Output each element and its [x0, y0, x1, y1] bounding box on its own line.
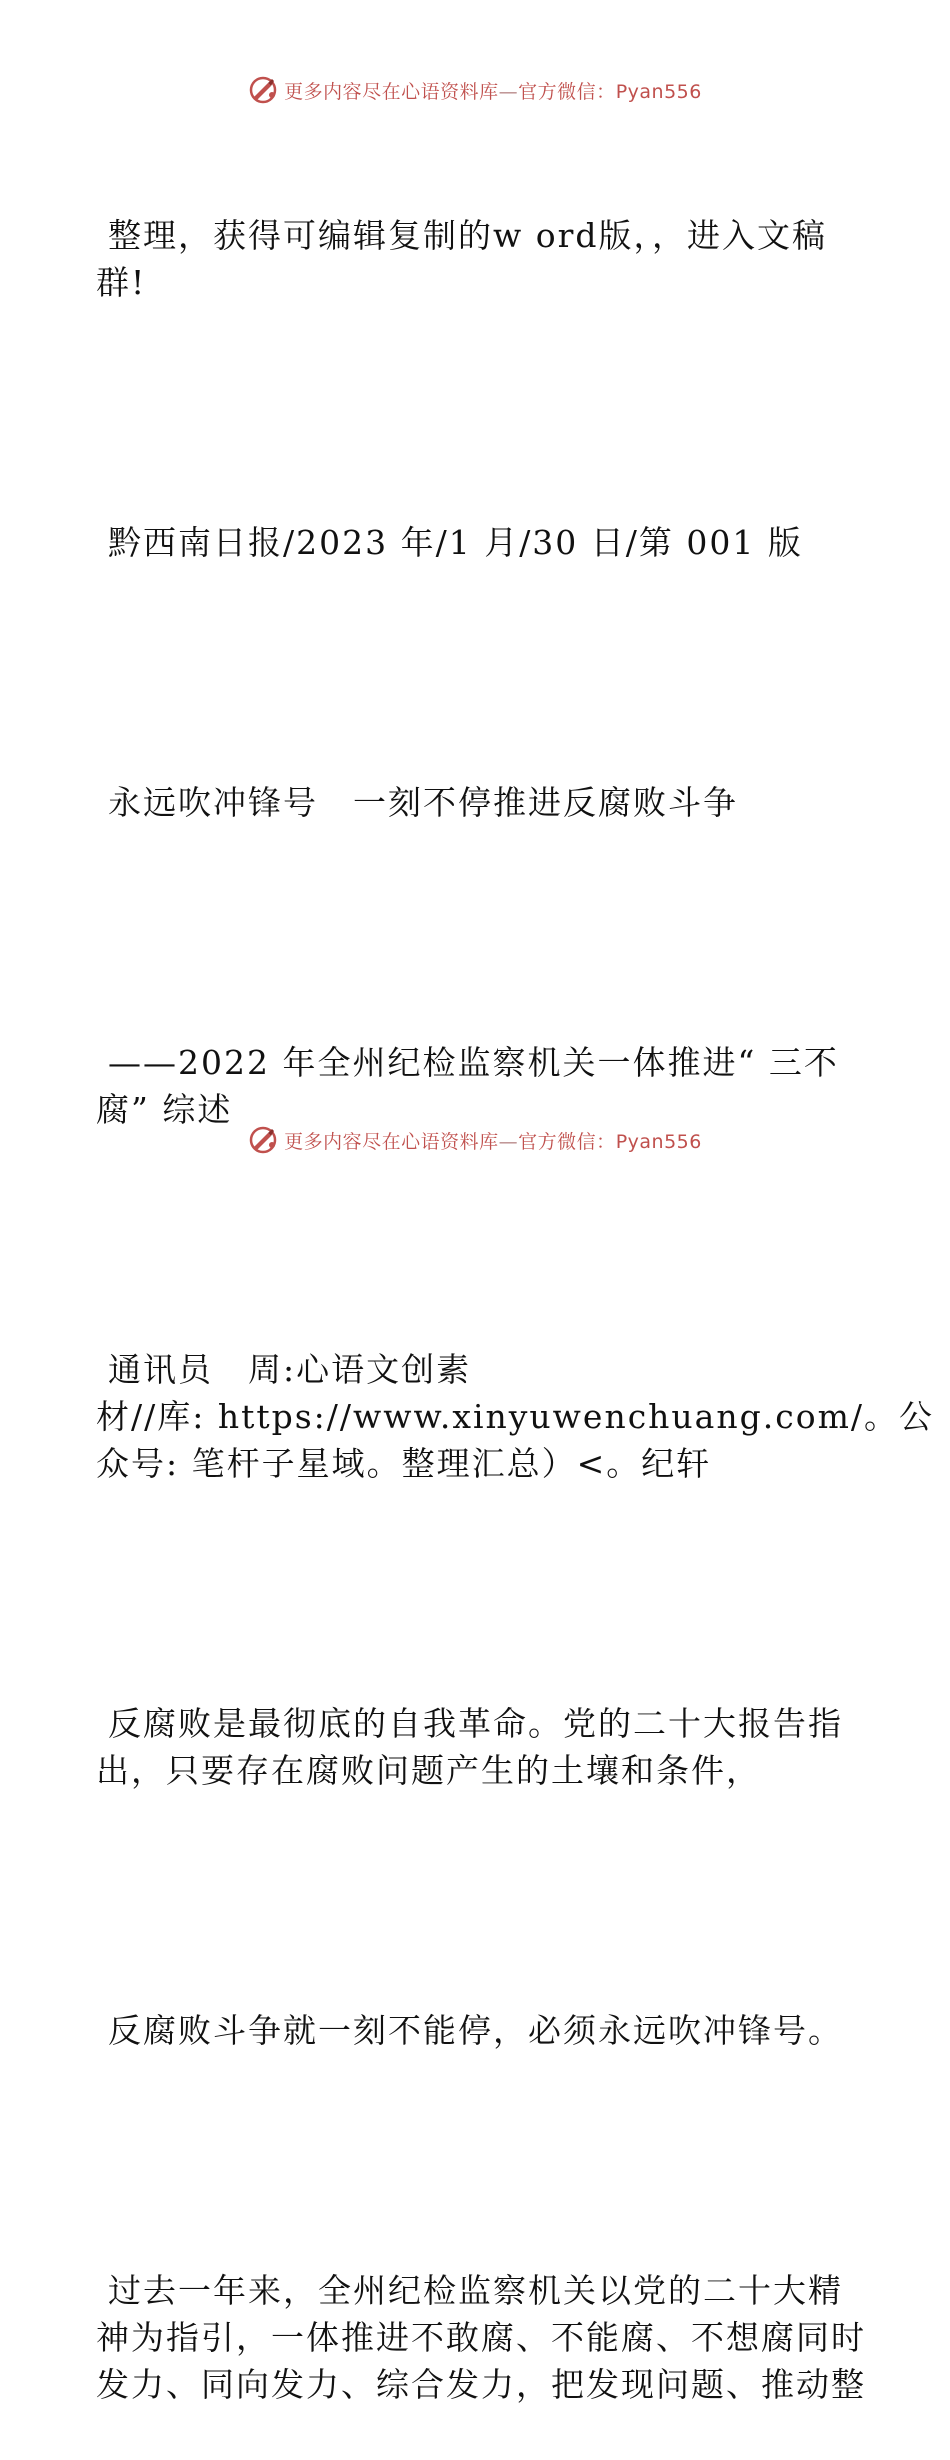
- banner-wechat-label: 官方微信：: [518, 1130, 616, 1153]
- text-line: 发力、同向发力、综合发力，把发现问题、推动整: [96, 2365, 866, 2404]
- pen-logo-icon: [248, 75, 278, 105]
- text-line: 黔西南日报/2023 年/1 月/30 日/第 001 版: [108, 523, 803, 562]
- text-line: 材//库: https://www.xinyuwenchuang.com/。公: [96, 1397, 934, 1436]
- text-line: 出，只要存在腐败问题产生的土壤和条件，: [96, 1751, 761, 1790]
- text-line: 腐” 综述: [96, 1090, 233, 1129]
- banner-wechat-id: Pyan556: [615, 80, 702, 103]
- text-line: 整理，获得可编辑复制的w ord版，，进入文稿: [108, 216, 828, 255]
- text-line: 神为指引，一体推进不敢腐、不能腐、不想腐同时: [96, 2318, 866, 2357]
- header-watermark-banner: [0, 70, 950, 110]
- article-subtitle: [96, 945, 856, 1227]
- paragraph-body-1: [96, 1606, 856, 1888]
- banner-separator: —: [498, 1130, 519, 1153]
- banner-text: 更多内容尽在心语资料库: [284, 1130, 499, 1153]
- document-body: [96, 118, 934, 2460]
- paragraph-source: [96, 425, 856, 660]
- banner-wechat-id: Pyan556: [615, 1130, 702, 1153]
- text-line: 通讯员 周:心语文创素: [108, 1350, 472, 1389]
- article-title: [96, 685, 856, 920]
- banner-separator: —: [498, 80, 519, 103]
- text-line: ——2022 年全州纪检监察机关一体推进“ 三不: [108, 1043, 839, 1082]
- text-line: 反腐败斗争就一刻不能停，必须永远吹冲锋号。: [108, 2011, 843, 2050]
- banner-text: 更多内容尽在心语资料库: [284, 80, 499, 103]
- paragraph-body-2: [96, 1913, 856, 2148]
- text-line: 群!: [96, 263, 147, 302]
- text-line: 众号: 笔杆子星域。整理汇总）<。纪轩: [96, 1444, 712, 1483]
- pen-logo-icon: [248, 1125, 278, 1155]
- footer-watermark-banner: [0, 1120, 950, 1160]
- text-line: 过去一年来，全州纪检监察机关以党的二十大精: [108, 2271, 843, 2310]
- paragraph-intro: [96, 118, 856, 400]
- paragraph-byline: [96, 1252, 934, 1581]
- text-line: 反腐败是最彻底的自我革命。党的二十大报告指: [108, 1704, 843, 1743]
- paragraph-body-3: [96, 2173, 866, 2460]
- text-line: 永远吹冲锋号 一刻不停推进反腐败斗争: [108, 783, 738, 822]
- banner-wechat-label: 官方微信：: [518, 80, 616, 103]
